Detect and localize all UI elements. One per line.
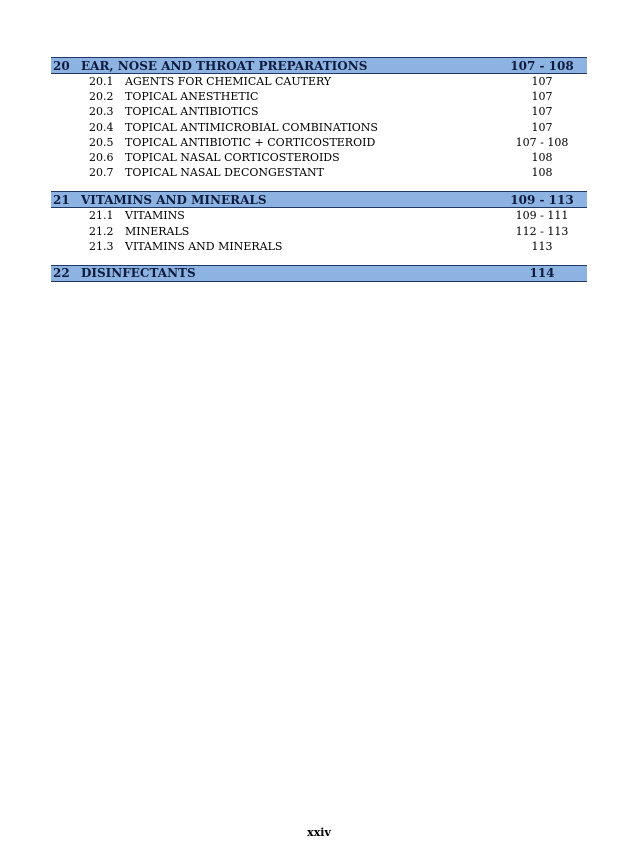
section-pages: 114 xyxy=(529,266,555,281)
subsection-title: TOPICAL NASAL DECONGESTANT xyxy=(125,166,325,180)
subsection-list xyxy=(51,208,587,254)
subsection-number: 20.2 xyxy=(89,90,114,104)
section-header xyxy=(51,191,587,208)
subsection-pages: 107 xyxy=(531,120,553,134)
toc-section-22 xyxy=(51,265,587,282)
table-of-contents xyxy=(51,57,587,293)
subsection-title: VITAMINS xyxy=(125,209,185,223)
subsection-number: 21.1 xyxy=(89,209,114,223)
subsection-list xyxy=(51,74,587,180)
section-pages: 107 - 108 xyxy=(510,58,574,73)
subsection-title: TOPICAL ANTIMICROBIAL COMBINATIONS xyxy=(125,120,378,134)
subsection-number: 20.4 xyxy=(89,120,114,134)
subsection-title: TOPICAL ANTIBIOTICS xyxy=(125,105,259,119)
toc-row xyxy=(51,135,587,150)
subsection-pages: 109 - 111 xyxy=(515,209,569,223)
subsection-number: 20.3 xyxy=(89,105,114,119)
subsection-number: 21.3 xyxy=(89,239,114,253)
toc-row xyxy=(51,74,587,89)
toc-row xyxy=(51,104,587,119)
section-number: 21 xyxy=(53,192,70,207)
section-number: 20 xyxy=(53,58,70,73)
toc-row xyxy=(51,224,587,239)
section-title: EAR, NOSE AND THROAT PREPARATIONS xyxy=(81,58,368,73)
subsection-number: 20.7 xyxy=(89,166,114,180)
toc-row xyxy=(51,165,587,180)
toc-row xyxy=(51,89,587,104)
subsection-title: TOPICAL ANTIBIOTIC + CORTICOSTEROID xyxy=(125,135,376,149)
subsection-title: AGENTS FOR CHEMICAL CAUTERY xyxy=(125,75,332,89)
section-pages: 109 - 113 xyxy=(510,192,574,207)
subsection-title: VITAMINS AND MINERALS xyxy=(125,239,283,253)
toc-row xyxy=(51,150,587,165)
subsection-number: 21.2 xyxy=(89,224,114,238)
subsection-pages: 107 xyxy=(531,105,553,119)
subsection-number: 20.5 xyxy=(89,135,114,149)
subsection-pages: 112 - 113 xyxy=(515,224,569,238)
section-title: DISINFECTANTS xyxy=(81,266,196,281)
subsection-number: 20.6 xyxy=(89,151,114,165)
section-title: VITAMINS AND MINERALS xyxy=(81,192,267,207)
toc-row xyxy=(51,239,587,254)
subsection-number: 20.1 xyxy=(89,75,114,89)
toc-row xyxy=(51,208,587,223)
subsection-pages: 108 xyxy=(531,166,553,180)
subsection-pages: 107 xyxy=(531,90,553,104)
toc-section-21 xyxy=(51,191,587,254)
subsection-title: TOPICAL NASAL CORTICOSTEROIDS xyxy=(125,151,340,165)
subsection-pages: 107 - 108 xyxy=(515,135,569,149)
section-number: 22 xyxy=(53,266,70,281)
subsection-title: TOPICAL ANESTHETIC xyxy=(125,90,259,104)
subsection-pages: 107 xyxy=(531,75,553,89)
toc-section-20 xyxy=(51,57,587,180)
subsection-title: MINERALS xyxy=(125,224,190,238)
section-header xyxy=(51,265,587,282)
page-number: xxiv xyxy=(307,826,331,839)
subsection-pages: 113 xyxy=(531,239,553,253)
section-header xyxy=(51,57,587,74)
subsection-pages: 108 xyxy=(531,151,553,165)
toc-row xyxy=(51,120,587,135)
